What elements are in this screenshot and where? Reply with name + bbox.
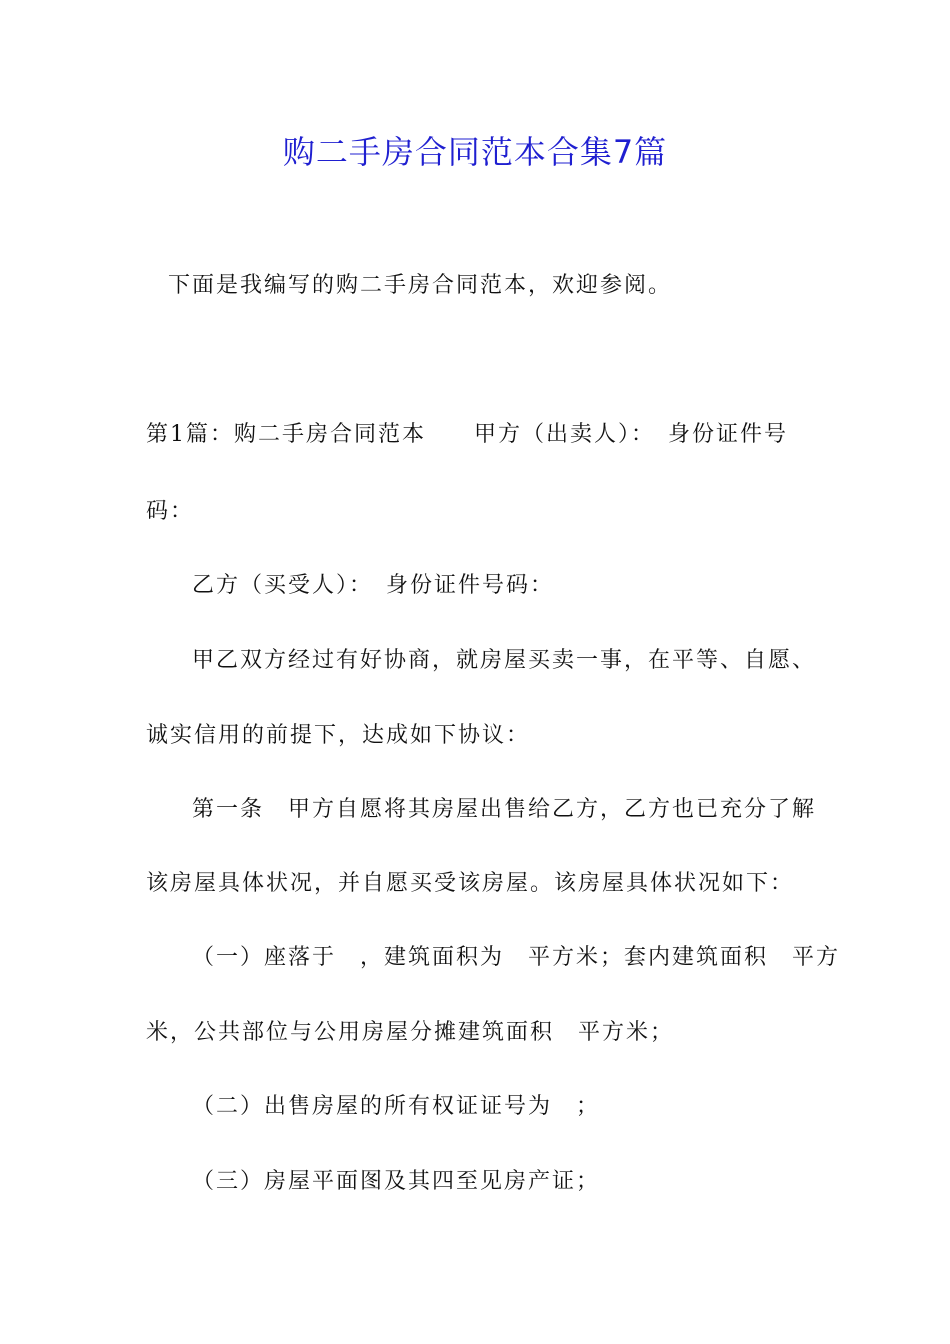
paragraph-line: （三）房屋平面图及其四至见房产证； bbox=[192, 1169, 601, 1194]
paragraph-line: 乙方（买受人）： 身份证件号码： bbox=[192, 573, 555, 598]
paragraph-line: 甲乙双方经过有好协商，就房屋买卖一事，在平等、自愿、 bbox=[192, 648, 817, 673]
paragraph-line: （二）出售房屋的所有权证证号为 ； bbox=[192, 1094, 601, 1119]
paragraph-line: 该房屋具体状况，并自愿买受该房屋。该房屋具体状况如下： bbox=[146, 871, 795, 896]
paragraph-line: 第一条 甲方自愿将其房屋出售给乙方，乙方也已充分了解 bbox=[192, 797, 817, 822]
paragraph-line: 码： bbox=[146, 499, 195, 524]
intro-paragraph: 下面是我编写的购二手房合同范本，欢迎参阅。 bbox=[168, 273, 673, 298]
paragraph-line: 米，公共部位与公用房屋分摊建筑面积 平方米； bbox=[146, 1020, 675, 1045]
document-title: 购二手房合同范本合集7篇 bbox=[282, 133, 668, 171]
section-heading-line: 第1篇：购二手房合同范本 甲方（出卖人）： 身份证件号 bbox=[146, 422, 788, 447]
paragraph-line: （一）座落于 ，建筑面积为 平方米；套内建筑面积 平方 bbox=[192, 945, 841, 970]
paragraph-line: 诚实信用的前提下，达成如下协议： bbox=[146, 723, 531, 748]
